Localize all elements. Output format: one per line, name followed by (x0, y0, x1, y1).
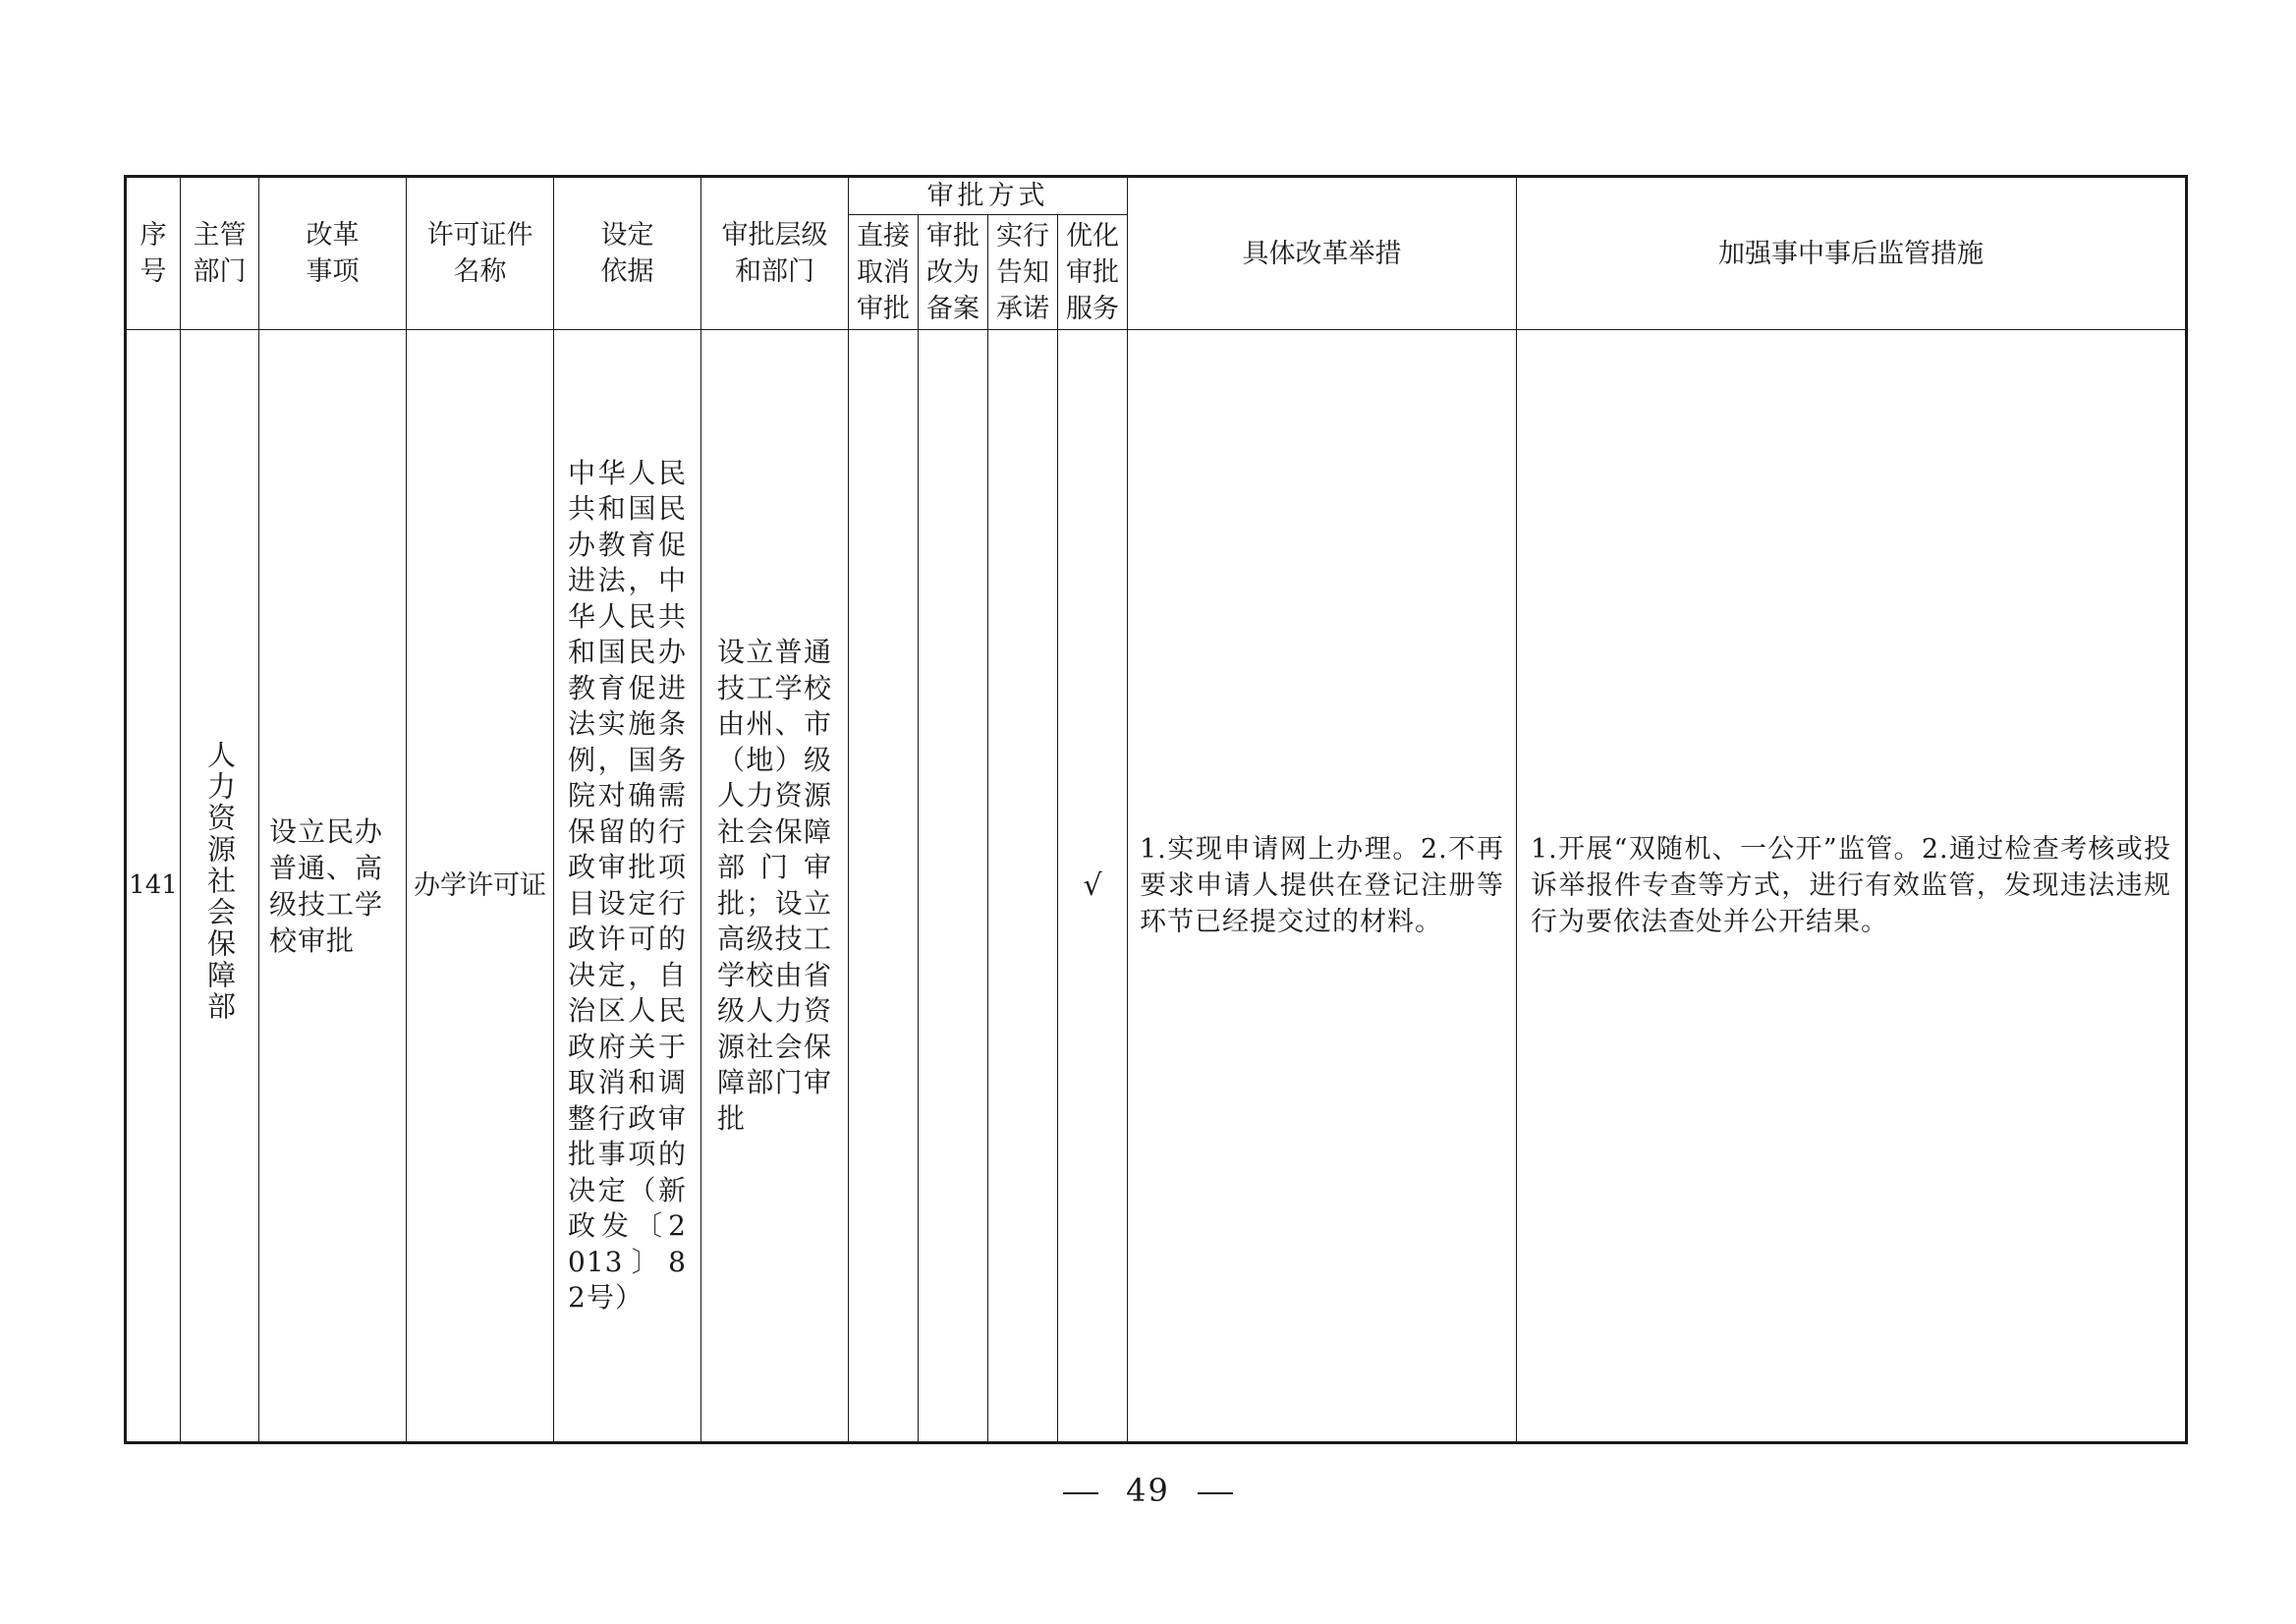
header-method-group: 审批方式 (849, 177, 1128, 215)
header-license: 许可证件名称 (407, 177, 554, 330)
table-row (126, 330, 2187, 1443)
cell-method-cancel (849, 330, 919, 1443)
right-dash (1198, 1492, 1233, 1494)
header-method-record: 审批改为备案 (919, 215, 988, 330)
cell-supervision: 1.开展“双随机、一公开”监管。2.通过检查考核或投诉举报件专查等方式，进行有效监管，发现违法违规行为要依法查处并公开结果。 (1517, 330, 2187, 1443)
header-method-notify: 实行告知承诺 (988, 215, 1058, 330)
cell-license: 办学许可证 (407, 330, 554, 1443)
page-number: 49 (0, 1472, 2296, 1509)
header-level: 审批层级和部门 (701, 177, 849, 330)
header-method-cancel: 直接取消审批 (849, 215, 919, 330)
header-supervision: 加强事中事后监管措施 (1517, 177, 2187, 330)
header-measures: 具体改革举措 (1128, 177, 1517, 330)
cell-item: 设立民办普通、高级技工学校审批 (259, 330, 407, 1443)
cell-method-notify (988, 330, 1058, 1443)
header-dept: 主管部门 (181, 177, 259, 330)
cell-method-optimize (1058, 330, 1128, 1443)
left-dash (1063, 1492, 1098, 1494)
header-method-optimize: 优化审批服务 (1058, 215, 1128, 330)
cell-seq: 141 (126, 330, 181, 1443)
cell-basis: 中华人民共和国民办教育促进法，中华人民共和国民办教育促进法实施条例，国务院对确需保留的行政审批项目设定行政许可的决定，自治区人民政府关于取消和调整行政审批事项的决定（新政发〔2013〕82号） (554, 330, 701, 1443)
cell-dept: 人力资源社会保障部 (181, 330, 259, 1443)
header-item: 改革事项 (259, 177, 407, 330)
cell-method-record (919, 330, 988, 1443)
reform-table (124, 175, 2188, 1444)
header-seq: 序号 (126, 177, 181, 330)
cell-level: 设立普通技工学校由州、市（地）级人力资源社会保障部门审批；设立高级技工学校由省级人力资源社会保障部门审批 (701, 330, 849, 1443)
cell-measures: 1.实现申请网上办理。2.不再要求申请人提供在登记注册等环节已经提交过的材料。 (1128, 330, 1517, 1443)
header-basis: 设定依据 (554, 177, 701, 330)
checkmark-icon: √ (1083, 868, 1102, 903)
